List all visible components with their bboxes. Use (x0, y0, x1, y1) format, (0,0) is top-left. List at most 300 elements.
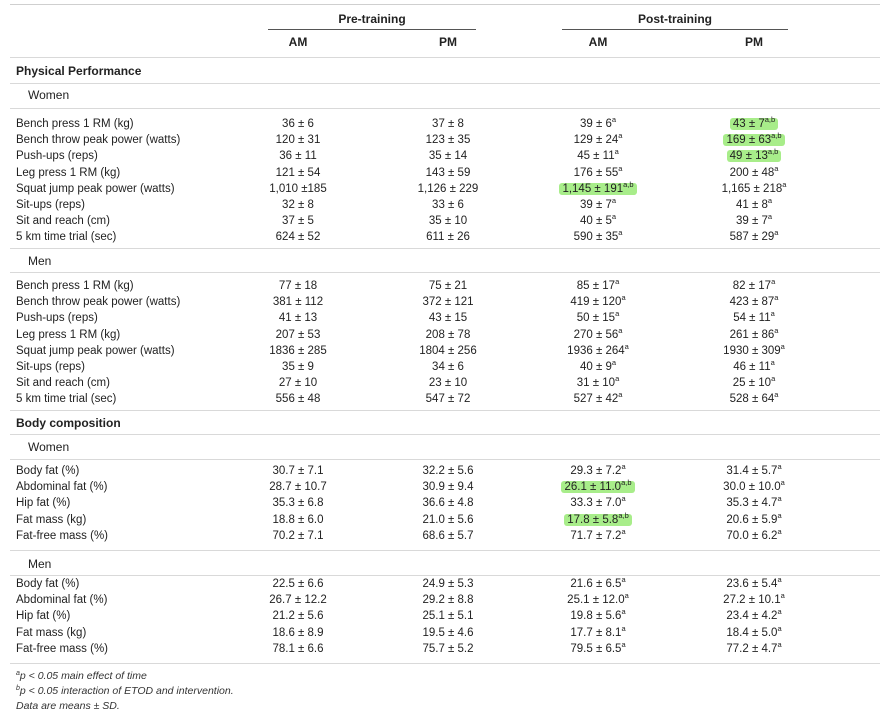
superscript-marker: a (777, 639, 782, 649)
superscript-marker: a (611, 196, 617, 205)
value-text: 169 ± 63 (726, 134, 772, 147)
table-cell (368, 641, 528, 657)
row-label: 5 km time trial (sec) (16, 231, 117, 244)
cell-value (723, 526, 784, 542)
value-text: 624 ± 52 (275, 231, 321, 244)
value-text: 40 ± 9 (579, 361, 612, 373)
row-label: Squat jump peak power (watts) (16, 182, 175, 195)
cell-value (567, 494, 628, 510)
superscript-marker: a (618, 131, 623, 141)
value-text: 1936 ± 264 (567, 344, 625, 357)
table-cell (674, 310, 834, 326)
table-cell (218, 592, 378, 608)
cell-value (279, 199, 317, 211)
value-text: 611 ± 26 (426, 231, 470, 244)
table-cell (518, 625, 678, 641)
table-cell (518, 181, 678, 197)
value-text: 78.1 ± 6.6 (272, 642, 324, 655)
cell-value (574, 147, 622, 163)
footnote-b (16, 685, 234, 697)
table-cell (218, 165, 378, 181)
table-cell (674, 479, 834, 495)
value-text: 25 ± 10 (732, 377, 772, 390)
row-label: Sit-ups (reps) (16, 361, 86, 373)
cell-value (266, 594, 329, 606)
cell-value (419, 481, 476, 493)
cell-value (426, 215, 470, 227)
cell-value (419, 594, 476, 606)
table-cell (368, 148, 528, 164)
cell-value (574, 277, 622, 292)
table-cell (368, 229, 528, 245)
highlighted-value (727, 147, 782, 163)
group-label-men: Men (28, 254, 52, 268)
table-row (0, 592, 890, 608)
value-text: 43 ± 15 (428, 312, 468, 325)
highlighted-value (564, 510, 632, 526)
table-cell (218, 327, 378, 343)
cell-value (733, 196, 775, 211)
value-text: 85 ± 17 (576, 280, 616, 292)
table-cell (218, 294, 378, 310)
value-text: 41 ± 13 (278, 312, 318, 325)
cell-value (720, 478, 788, 494)
rule (10, 550, 880, 551)
cell-value (723, 575, 784, 590)
table-row (0, 608, 890, 624)
table-cell (518, 641, 678, 657)
cell-value (276, 150, 319, 162)
superscript-marker: a (770, 358, 775, 367)
superscript-marker: a (770, 309, 775, 319)
table-cell (518, 327, 678, 343)
table-cell (674, 294, 834, 310)
cell-value (733, 212, 775, 228)
table-cell (518, 310, 678, 326)
cell-value (567, 526, 628, 542)
table-row (0, 310, 890, 326)
cell-value (419, 296, 476, 308)
table-cell (674, 391, 834, 407)
value-text: 547 ± 72 (425, 393, 471, 406)
cell-value (720, 591, 788, 607)
value-text: 36 ± 11 (279, 150, 317, 163)
table-cell (674, 116, 834, 132)
table-cell (674, 576, 834, 592)
cell-value (730, 277, 778, 292)
table-row (0, 528, 890, 544)
table-cell (218, 495, 378, 511)
cell-value (429, 199, 467, 211)
cell-value (419, 627, 476, 639)
table-row (0, 359, 890, 375)
table-cell (518, 495, 678, 511)
table-row (0, 116, 890, 132)
rule (10, 83, 880, 84)
cell-value (279, 361, 317, 373)
table-cell (674, 359, 834, 375)
cell-value (567, 575, 628, 590)
table-cell (368, 391, 528, 407)
value-text: 46 ± 11 (733, 361, 771, 373)
section-title-physical-performance: Physical Performance (16, 64, 142, 78)
cell-value (727, 163, 782, 179)
table-bottom-rule (10, 663, 880, 664)
table-cell (368, 576, 528, 592)
cell-value (719, 179, 790, 195)
value-text: 527 ± 42 (573, 393, 619, 406)
table-cell (518, 463, 678, 479)
cell-value (429, 361, 467, 373)
cell-value (419, 643, 476, 655)
top-rule (10, 4, 880, 5)
value-text: 21.6 ± 6.5 (570, 578, 622, 590)
value-text: 33 ± 6 (432, 199, 464, 211)
table-cell (674, 592, 834, 608)
row-label: 5 km time trial (sec) (16, 393, 117, 406)
cell-value (415, 183, 482, 195)
row-label: Sit and reach (cm) (16, 377, 110, 390)
cell-value (426, 150, 470, 162)
superscript-marker: a (621, 462, 626, 471)
table-cell (218, 576, 378, 592)
cell-value (577, 196, 619, 211)
table-row (0, 181, 890, 197)
value-text: 19.8 ± 5.6 (570, 610, 622, 623)
value-text: 200 ± 48 (729, 166, 775, 179)
row-label: Hip fat (%) (16, 497, 71, 510)
table-cell (674, 608, 834, 624)
table-cell (368, 310, 528, 326)
table-row (0, 229, 890, 245)
value-text: 77.2 ± 4.7 (726, 642, 778, 655)
cell-value (567, 607, 628, 623)
value-text: 1,165 ± 218 (721, 182, 783, 195)
table-cell (218, 116, 378, 132)
table-cell (368, 592, 528, 608)
superscript-marker: a (618, 325, 623, 335)
superscript-marker: a (780, 478, 785, 488)
cell-value (577, 358, 619, 373)
rule (10, 108, 880, 109)
value-text: 30.7 ± 7.1 (272, 465, 324, 477)
cell-value (423, 167, 474, 179)
table-cell (674, 181, 834, 197)
cell-value (571, 325, 626, 341)
footnote-b-text: p < 0.05 interaction of ETOD and intervention. (19, 685, 234, 697)
table-cell (368, 625, 528, 641)
superscript-marker: a (621, 494, 626, 504)
rule (10, 434, 880, 435)
superscript-marker: a (777, 623, 782, 633)
cell-value (429, 118, 467, 130)
value-text: 35.3 ± 6.8 (272, 497, 324, 510)
row-label: Push-ups (reps) (16, 150, 98, 163)
value-text: 70.2 ± 7.1 (272, 529, 324, 542)
cell-value (269, 514, 326, 526)
value-text: 50 ± 15 (576, 312, 616, 325)
header-pre-am: AM (288, 35, 308, 49)
cell-value (423, 231, 473, 243)
value-text: 77 ± 18 (278, 280, 318, 292)
cell-value (423, 329, 474, 341)
value-text: 41 ± 8 (735, 199, 768, 211)
cell-value (727, 293, 782, 309)
table-cell (518, 229, 678, 245)
table-cell (218, 512, 378, 528)
value-text: 120 ± 31 (275, 134, 321, 147)
value-text: 32 ± 8 (282, 199, 314, 211)
cell-value (567, 293, 628, 309)
superscript-marker: a (777, 575, 782, 584)
row-label: Sit-ups (reps) (16, 199, 86, 211)
superscript-marker: a,b (771, 131, 782, 141)
table-cell (674, 463, 834, 479)
cell-value (279, 215, 317, 227)
value-text: 26.7 ± 12.2 (269, 594, 327, 607)
superscript-marker: a (615, 309, 620, 319)
superscript-marker: a (621, 526, 626, 536)
row-label: Abdominal fat (%) (16, 481, 108, 494)
value-text: 1,010 ±185 (269, 182, 327, 195)
table-cell (368, 512, 528, 528)
table-cell (518, 359, 678, 375)
table-cell (674, 165, 834, 181)
value-text: 35.3 ± 4.7 (726, 497, 778, 510)
table-cell (368, 213, 528, 229)
cell-value (723, 623, 784, 639)
value-text: 68.6 ± 5.7 (422, 529, 474, 542)
table-cell (368, 343, 528, 359)
row-label: Push-ups (reps) (16, 312, 98, 325)
cell-value (426, 280, 470, 292)
table-cell (218, 343, 378, 359)
superscript-marker: a (614, 147, 619, 157)
value-text: 71.7 ± 7.2 (570, 529, 622, 542)
table-cell (674, 495, 834, 511)
value-text: 29.2 ± 8.8 (422, 594, 474, 607)
cell-value (571, 390, 626, 406)
value-text: 129 ± 24 (573, 134, 619, 147)
cell-value (727, 228, 782, 244)
table-cell (218, 213, 378, 229)
footnote-a-text: p < 0.05 main effect of time (19, 670, 147, 682)
table-cell (518, 608, 678, 624)
table-cell (518, 512, 678, 528)
value-text: 18.8 ± 6.0 (272, 513, 324, 526)
superscript-marker: a (624, 341, 629, 351)
value-text: 18.6 ± 8.9 (272, 626, 324, 639)
table-cell (674, 132, 834, 148)
table-row (0, 576, 890, 592)
cell-value (270, 296, 326, 308)
cell-value (723, 639, 784, 655)
superscript-marker: a (780, 341, 785, 351)
value-text: 39 ± 7 (735, 215, 768, 228)
value-text: 31 ± 10 (576, 377, 616, 390)
superscript-marker: a (771, 374, 776, 384)
cell-value (723, 494, 784, 510)
cell-value (571, 131, 626, 147)
table-cell (218, 359, 378, 375)
superscript-marker: a (618, 228, 623, 238)
cell-value (416, 345, 479, 357)
header-post-training: Post-training (638, 12, 712, 26)
table-cell (674, 327, 834, 343)
rule (10, 248, 880, 249)
value-text: 23.6 ± 5.4 (726, 578, 778, 590)
cell-value (266, 345, 329, 357)
value-text: 30.0 ± 10.0 (723, 481, 781, 494)
table-cell (518, 294, 678, 310)
value-text: 176 ± 55 (573, 166, 619, 179)
table-row (0, 495, 890, 511)
table-row (0, 148, 890, 164)
row-label: Squat jump peak power (watts) (16, 344, 175, 357)
table-row (0, 375, 890, 391)
superscript-marker: a,b (767, 147, 779, 157)
footnote-a-mark: a (16, 670, 20, 677)
row-label: Sit and reach (cm) (16, 215, 110, 228)
superscript-marker: a (615, 277, 620, 286)
table-cell (368, 181, 528, 197)
rule (10, 459, 880, 460)
table-cell (218, 625, 378, 641)
cell-value (419, 530, 476, 542)
table-cell (368, 608, 528, 624)
table-cell (368, 495, 528, 511)
cell-value (269, 578, 326, 590)
cell-value (423, 134, 474, 146)
cell-value (730, 358, 778, 373)
table-cell (368, 197, 528, 213)
row-label: Fat mass (kg) (16, 626, 87, 639)
table-row (0, 327, 890, 343)
value-text: 587 ± 29 (729, 231, 775, 244)
table-row (0, 625, 890, 641)
table-cell (218, 463, 378, 479)
table-cell (518, 278, 678, 294)
table-row (0, 391, 890, 407)
value-text: 1804 ± 256 (419, 344, 477, 357)
header-pre-pm: PM (439, 35, 457, 49)
header-pre-training: Pre-training (338, 12, 406, 26)
superscript-marker: a (621, 293, 626, 303)
cell-value (574, 374, 622, 390)
superscript-marker: a (777, 494, 782, 504)
cell-value (269, 627, 326, 639)
cell-value (419, 514, 476, 526)
table-cell (518, 391, 678, 407)
cell-value (419, 610, 476, 622)
table-row (0, 463, 890, 479)
table-row (0, 197, 890, 213)
table-cell (218, 278, 378, 294)
table-cell (368, 116, 528, 132)
table-cell (218, 229, 378, 245)
table-cell (368, 165, 528, 181)
table-cell (674, 512, 834, 528)
cell-value (269, 530, 326, 542)
rule (10, 410, 880, 411)
cell-value (273, 329, 324, 341)
value-text: 21.0 ± 5.6 (422, 513, 474, 526)
superscript-marker: a (774, 228, 779, 238)
cell-value (426, 377, 470, 389)
row-label: Leg press 1 RM (kg) (16, 166, 121, 179)
table-cell (674, 229, 834, 245)
cell-value (419, 465, 476, 477)
header-post-training-rule (562, 29, 788, 30)
row-label: Body fat (%) (16, 465, 80, 477)
superscript-marker: a (611, 115, 617, 124)
row-label: Body fat (%) (16, 578, 80, 590)
superscript-marker: a (767, 196, 773, 205)
superscript-marker: a (777, 510, 782, 520)
cell-value (269, 465, 326, 477)
superscript-marker: a (774, 293, 779, 303)
cell-value (423, 393, 474, 405)
cell-value (276, 280, 320, 292)
superscript-marker: a (771, 277, 776, 286)
cell-value (723, 462, 784, 477)
value-text: 45 ± 11 (577, 150, 615, 163)
cell-value (419, 578, 476, 590)
value-text: 19.5 ± 4.6 (422, 626, 474, 639)
value-text: 36.6 ± 4.8 (422, 497, 474, 510)
cell-value (276, 377, 320, 389)
table-row (0, 343, 890, 359)
value-text: 27.2 ± 10.1 (723, 594, 781, 607)
table-cell (674, 528, 834, 544)
footnote-b-mark: b (16, 685, 20, 692)
superscript-marker: a,b (764, 115, 776, 124)
row-label: Leg press 1 RM (kg) (16, 328, 121, 341)
cell-value (269, 643, 326, 655)
table-cell (518, 116, 678, 132)
table-row (0, 479, 890, 495)
value-text: 75 ± 21 (428, 280, 468, 292)
table-cell (518, 479, 678, 495)
section-title-body-composition: Body composition (16, 416, 121, 430)
table-cell (674, 197, 834, 213)
table-cell (518, 165, 678, 181)
row-label: Bench throw peak power (watts) (16, 134, 181, 147)
table-cell (674, 641, 834, 657)
value-text: 34 ± 6 (432, 361, 464, 373)
value-text: 372 ± 121 (422, 296, 474, 309)
superscript-marker: a (611, 358, 617, 367)
value-text: 27 ± 10 (278, 377, 318, 390)
superscript-marker: a (618, 163, 623, 173)
table-cell (518, 213, 678, 229)
value-text: 1,126 ± 229 (417, 182, 479, 195)
value-text: 28.7 ± 10.7 (269, 481, 327, 494)
value-text: 29.3 ± 7.2 (570, 465, 622, 477)
cell-value (720, 341, 788, 357)
superscript-marker: a (621, 639, 626, 649)
highlighted-value (730, 115, 778, 130)
table-cell (218, 528, 378, 544)
header-bottom-rule (10, 57, 880, 58)
highlighted-value (559, 179, 636, 195)
cell-value (273, 167, 324, 179)
table-cell (368, 375, 528, 391)
cell-value (571, 163, 626, 179)
superscript-marker: a (767, 212, 773, 222)
highlighted-value (723, 131, 784, 147)
value-text: 1836 ± 285 (269, 344, 327, 357)
